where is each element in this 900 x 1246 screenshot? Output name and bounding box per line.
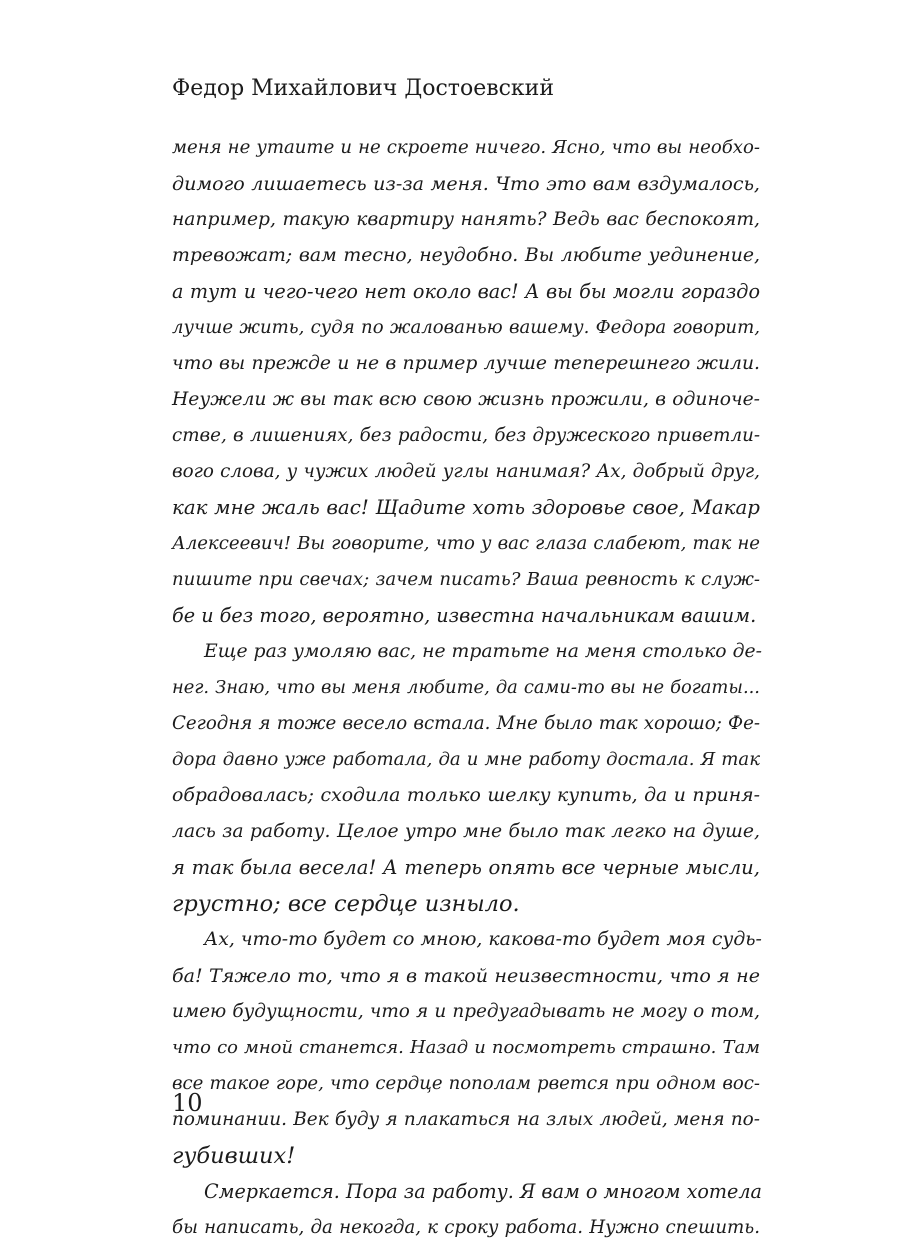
text-line: нег. Знаю, что вы меня любите, да сами-то вы не богаты... bbox=[172, 677, 760, 698]
text-line: как мне жаль вас! Щадите хоть здоровье свое, Макар bbox=[172, 496, 760, 519]
text-line: губивших! bbox=[172, 1143, 296, 1169]
text-line: стве, в лишениях, без радости, без дружеского приветли- bbox=[172, 425, 760, 446]
text-line: тревожат; вам тесно, неудобно. Вы любите уединение, bbox=[172, 245, 760, 266]
text-line-paragraph-start: Ах, что-то будет со мною, какова-то будет моя судь- bbox=[204, 929, 762, 950]
text-line-paragraph-start: Смеркается. Пора за работу. Я вам о многом хотела bbox=[204, 1180, 762, 1203]
text-line: лучше жить, судя по жалованью вашему. Федора говорит, bbox=[172, 317, 760, 338]
text-line: что со мной станется. Назад и посмотреть страшно. Там bbox=[172, 1037, 760, 1058]
text-line: поминании. Век буду я плакаться на злых людей, меня по- bbox=[172, 1109, 760, 1130]
text-line: все такое горе, что сердце пополам рвется при одном вос- bbox=[172, 1073, 760, 1094]
text-line: Неужели ж вы так всю свою жизнь прожили, в одиноче- bbox=[172, 389, 760, 410]
text-line: например, такую квартиру нанять? Ведь вас беспокоят, bbox=[172, 209, 760, 230]
body-text bbox=[172, 130, 760, 1246]
text-line: Сегодня я тоже весело встала. Мне было так хорошо; Фе- bbox=[172, 713, 760, 734]
page-number: 10 bbox=[172, 1089, 203, 1117]
text-line: я так была весела! А теперь опять все черные мысли, bbox=[172, 856, 760, 879]
text-line: лась за работу. Целое утро мне было так легко на душе, bbox=[172, 821, 760, 842]
text-line: бы написать, да некогда, к сроку работа. Нужно спешить. bbox=[172, 1217, 760, 1238]
text-line: ба! Тяжело то, что я в такой неизвестности, что я не bbox=[172, 965, 760, 987]
text-line: вого слова, у чужих людей углы нанимая? Ах, добрый друг, bbox=[172, 461, 760, 482]
text-line-paragraph-start: Еще раз умоляю вас, не тратьте на меня столько де- bbox=[204, 641, 762, 662]
text-line: пишите при свечах; зачем писать? Ваша ревность к служ- bbox=[172, 569, 760, 590]
text-line: что вы прежде и не в пример лучше теперешнего жили. bbox=[172, 353, 760, 374]
text-line: димого лишаетесь из-за меня. Что это вам вздумалось, bbox=[172, 173, 760, 195]
text-line: обрадовалась; сходила только шелку купить, да и приня- bbox=[172, 785, 760, 806]
running-head-author: Федор Михайлович Достоевский bbox=[172, 76, 555, 101]
text-line: бе и без того, вероятно, известна начальникам вашим. bbox=[172, 604, 757, 627]
text-line: имею будущности, что я и предугадывать не могу о том, bbox=[172, 1001, 760, 1022]
text-line: меня не утаите и не скроете ничего. Ясно, что вы необхо- bbox=[172, 137, 760, 158]
text-line: дора давно уже работала, да и мне работу достала. Я так bbox=[172, 749, 760, 770]
text-line: а тут и чего-чего нет около вас! А вы бы могли гораздо bbox=[172, 280, 760, 303]
text-line: Алексеевич! Вы говорите, что у вас глаза слабеют, так не bbox=[172, 533, 760, 554]
text-line: грустно; все сердце изныло. bbox=[172, 891, 520, 917]
